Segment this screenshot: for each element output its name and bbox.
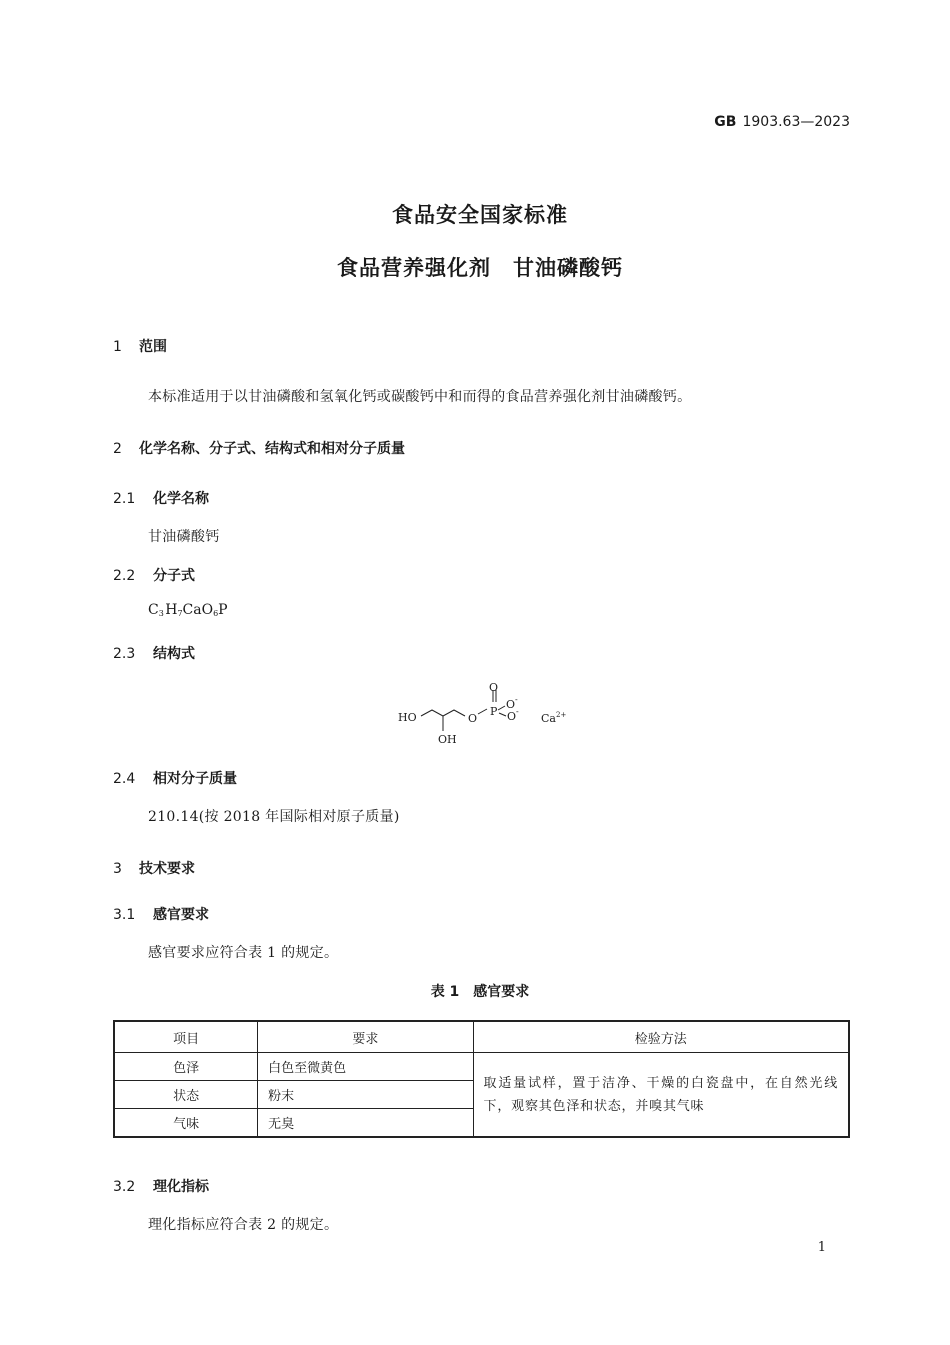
section-number: 2 — [113, 441, 122, 457]
section-title: 化学名称、分子式、结构式和相对分子质量 — [139, 441, 405, 457]
molecular-mass-text: 210.14(按 2018 年国际相对原子质量) — [148, 809, 400, 825]
requirement-cell: 无臭 — [258, 1109, 473, 1138]
oxygen-minus-lower-label: O — [507, 710, 517, 723]
section-2-heading — [113, 438, 405, 458]
section-3-2-heading — [113, 1176, 209, 1196]
section-number: 2.4 — [113, 771, 136, 787]
item-cell: 色泽 — [114, 1053, 258, 1081]
bridge-oxygen-label: O — [468, 712, 478, 725]
section-title: 相对分子质量 — [153, 771, 237, 787]
phosphorus-label: P — [490, 705, 498, 718]
section-title: 范围 — [139, 339, 167, 355]
structural-formula-diagram — [390, 676, 580, 752]
section-number: 2.3 — [113, 646, 136, 662]
section-3-1-heading — [113, 904, 209, 924]
column-header-item: 项目 — [114, 1021, 258, 1053]
test-method-cell: 取适量试样，置于洁净、干燥的白瓷盘中，在自然光线下，观察其色泽和状态，并嗅其气味 — [473, 1053, 849, 1138]
document-subtitle: 食品营养强化剂 甘油磷酸钙 — [337, 256, 623, 280]
section-2-3-heading — [113, 643, 195, 663]
section-number: 3.1 — [113, 907, 136, 923]
requirement-cell: 粉末 — [258, 1081, 473, 1109]
section-number: 3.2 — [113, 1179, 136, 1195]
section-title: 感官要求 — [153, 907, 209, 923]
table-1-caption: 表 1 感官要求 — [430, 984, 530, 1000]
sensory-requirements-text: 感官要求应符合表 1 的规定。 — [148, 945, 339, 961]
document-title: 食品安全国家标准 — [392, 203, 568, 227]
standard-code: 1903.63—2023 — [742, 114, 850, 130]
standard-number — [714, 114, 850, 130]
section-number: 1 — [113, 339, 122, 355]
section-2-1-heading — [113, 488, 209, 508]
standard-prefix: GB — [714, 114, 737, 130]
table-row — [114, 1053, 849, 1081]
requirement-cell: 白色至微黄色 — [258, 1053, 473, 1081]
p-o-bond-upper — [498, 706, 505, 710]
oh-label: OH — [438, 733, 457, 746]
oxygen-top-label: O — [489, 681, 499, 694]
section-title: 化学名称 — [153, 491, 209, 507]
section-title: 分子式 — [153, 568, 195, 584]
section-title: 技术要求 — [139, 861, 195, 877]
item-cell: 状态 — [114, 1081, 258, 1109]
minus-charge-lower: - — [516, 707, 519, 716]
column-header-requirement: 要求 — [258, 1021, 473, 1053]
scope-text: 本标准适用于以甘油磷酸和氢氧化钙或碳酸钙中和而得的食品营养强化剂甘油磷酸钙。 — [148, 389, 692, 405]
carbon-chain-bond — [421, 710, 465, 716]
sensory-requirements-table — [113, 1020, 850, 1138]
ho-label: HO — [398, 711, 417, 724]
chemical-name-text: 甘油磷酸钙 — [148, 529, 220, 545]
section-number: 2.1 — [113, 491, 136, 507]
item-cell: 气味 — [114, 1109, 258, 1138]
section-2-2-heading — [113, 565, 195, 585]
table-header-row — [114, 1021, 849, 1053]
section-number: 3 — [113, 861, 122, 877]
p-o-bond-lower — [499, 713, 506, 716]
ester-bond — [478, 709, 487, 714]
minus-charge-upper: - — [515, 695, 518, 704]
page-number: 1 — [817, 1240, 826, 1255]
molecular-formula: $C_3$ $H_7CaO_6P$ — [148, 602, 228, 618]
column-header-method: 检验方法 — [473, 1021, 849, 1053]
section-3-heading — [113, 858, 195, 878]
section-title: 结构式 — [153, 646, 195, 662]
section-number: 2.2 — [113, 568, 136, 584]
section-1-heading — [113, 336, 167, 356]
calcium-charge: 2+ — [556, 711, 567, 719]
section-title: 理化指标 — [153, 1179, 209, 1195]
physicochemical-text: 理化指标应符合表 2 的规定。 — [148, 1217, 339, 1233]
oxygen-minus-upper-label: O — [506, 698, 516, 711]
section-2-4-heading — [113, 768, 237, 788]
calcium-label: Ca — [541, 712, 556, 725]
